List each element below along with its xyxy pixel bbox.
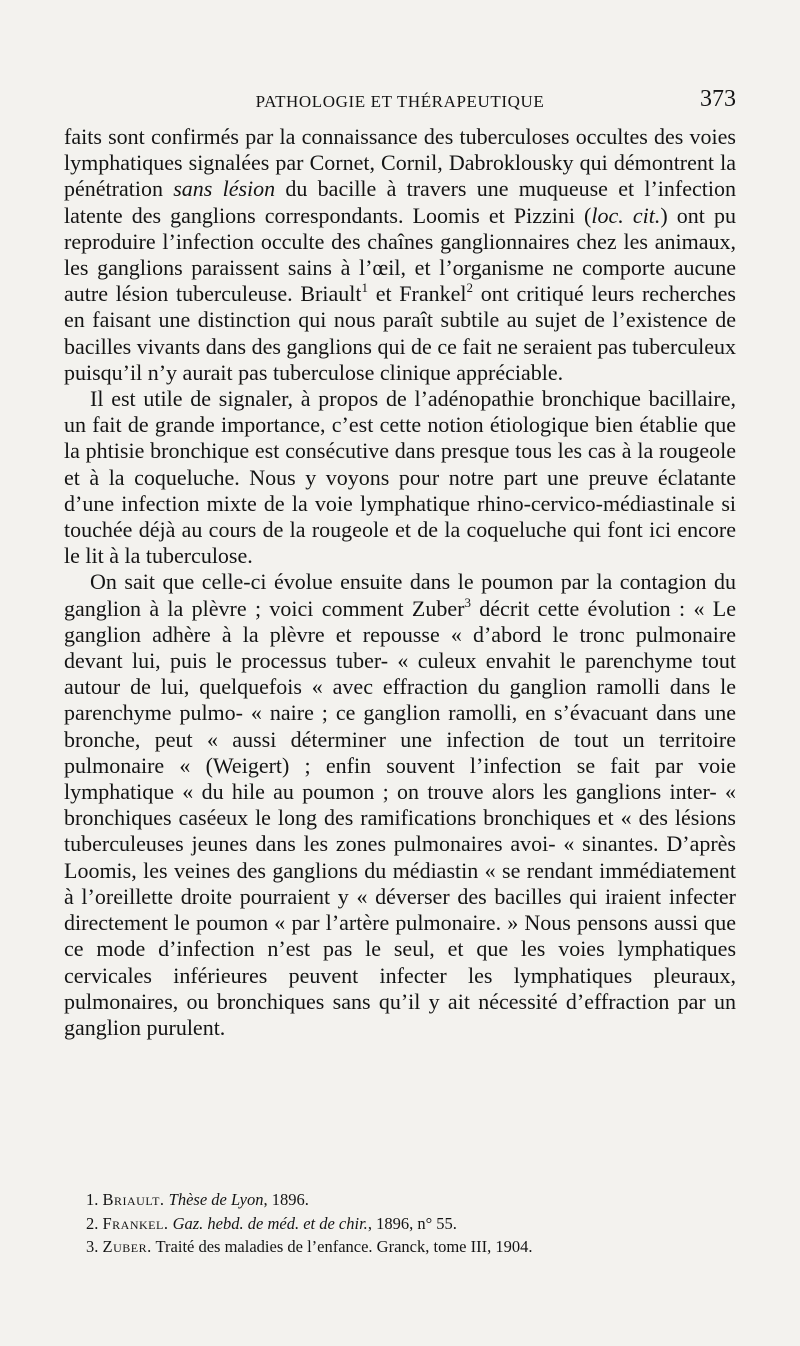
footnote-author: Zuber.: [102, 1237, 152, 1256]
running-head: [64, 82, 736, 122]
p1-italic-loc-cit: loc. cit.: [591, 202, 661, 228]
p1-text-c: ) ont pu reproduire l’infection occulte des chaînes ganglionnaires chez les animaux, les ganglions paraissent sains à l’œil, et l’organisme ne comporte aucune autre lésion tuberculeuse. Briault: [64, 202, 736, 307]
p1-italic-sans-lesion: sans lésion: [173, 176, 276, 202]
p1-text-d: et Frankel: [367, 281, 467, 307]
p1-text-a: faits sont confirmés par la connaissance des tuberculoses occultes des voies lymphatiques signalées par Cornet, Cornil, Dabroklousky qui démontrent la pénétration: [64, 124, 736, 202]
footnote-ref-1[interactable]: 1: [361, 280, 368, 296]
paragraph-3: [64, 569, 736, 1041]
footnote-rest: , 1896.: [263, 1190, 309, 1209]
footnote-number: 2.: [86, 1213, 99, 1233]
footnote-3: [86, 1235, 736, 1259]
footnote-number: 1.: [86, 1190, 99, 1209]
p1-text-b: du bacille à travers une muqueuse et l’infection latente des ganglions correspondants. Loomis et Pizzini (: [64, 176, 736, 228]
paragraph-2: Il est utile de signaler, à propos de l’adénopathie bronchique bacillaire, un fait de grande importance, c’est cette notion étiologique bien établie que la phtisie bronchique est consécutive dans presque tous les cas à la rougeole et à la coqueluche. Nous y voyons pour notre part une preuve éclatante d’une infection mixte de la voie lymphatique rhino-cervico-médiastinale si touchée déjà au cours de la rougeole et de la coqueluche qui font ici encore le lit à la tuberculose.: [64, 386, 736, 569]
footnote-rest: Traité des maladies de l’enfance. Granck, tome III, 1904.: [155, 1237, 533, 1256]
page-number: 373: [700, 86, 736, 112]
footnote-number: 3.: [86, 1237, 99, 1256]
p3-text-a: On sait que celle-ci évolue ensuite dans le poumon par la contagion du ganglion à la plèvre ; voici comment Zuber: [64, 569, 736, 621]
footnote-author: Briault.: [102, 1190, 165, 1209]
footnote-2: [86, 1212, 736, 1236]
footnote-title: Gaz. hebd. de méd. et de chir.: [172, 1213, 368, 1233]
footnote-1: [86, 1188, 736, 1212]
footnote-author: Frankel.: [102, 1213, 169, 1233]
p1-text-e: ont critiqué leurs recherches en faisant une distinction qui nous paraît subtile au sujet de l’existence de bacilles vivants dans des ganglions qui de ce fait ne seraient pas tuberculeux puisqu’il n’y aurait pas tuberculose clinique appréciable.: [64, 281, 737, 385]
footnote-ref-2[interactable]: 2: [466, 280, 473, 296]
paragraph-1: [64, 124, 736, 386]
footnote-ref-3[interactable]: 3: [464, 594, 471, 610]
footnote-title: Thèse de Lyon: [168, 1190, 264, 1209]
p3-text-b: décrit cette évolution : « Le ganglion adhère à la plèvre et repousse « d’abord le tronc pulmonaire devant lui, puis le processus tuber- « culeux envahit le parenchyme tout autour de lui, quelquefois « avec effraction du ganglion ramolli dans le parenchyme pulmo- « naire ; ce ganglion ramolli, en s’évacuant dans une bronche, peut « aussi déterminer une infection de tout un territoire pulmonaire « (Weigert) ; enfin souvent l’infection se fait par voie lymphatique « du hile au poumon ; on trouve alors les ganglions inter- « bronchiques caséeux le long des ramifications bronchiques et « des lésions tuberculeuses jeunes dans les zones pulmonaires avoi- « sinantes. D’après Loomis, les veines des ganglions du médiastin « se rendant immédiatement à l’oreillette droite pourraient y « déverser des bacilles qui iraient infecter directement le poumon « par l’artère pulmonaire. » Nous pensons aussi que ce mode d’infection n’est pas le seul, et que les voies lymphatiques cervicales inférieures peuvent infecter les lymphatiques pleuraux, pulmonaires, ou bronchiques sans qu’il y ait nécessité d’effraction par un ganglion purulent.: [64, 595, 736, 1040]
footnotes: [86, 1188, 736, 1259]
body-text: [64, 124, 736, 1041]
running-title: PATHOLOGIE ET THÉRAPEUTIQUE: [255, 92, 545, 111]
footnote-rest: , 1896, n° 55.: [367, 1213, 457, 1233]
